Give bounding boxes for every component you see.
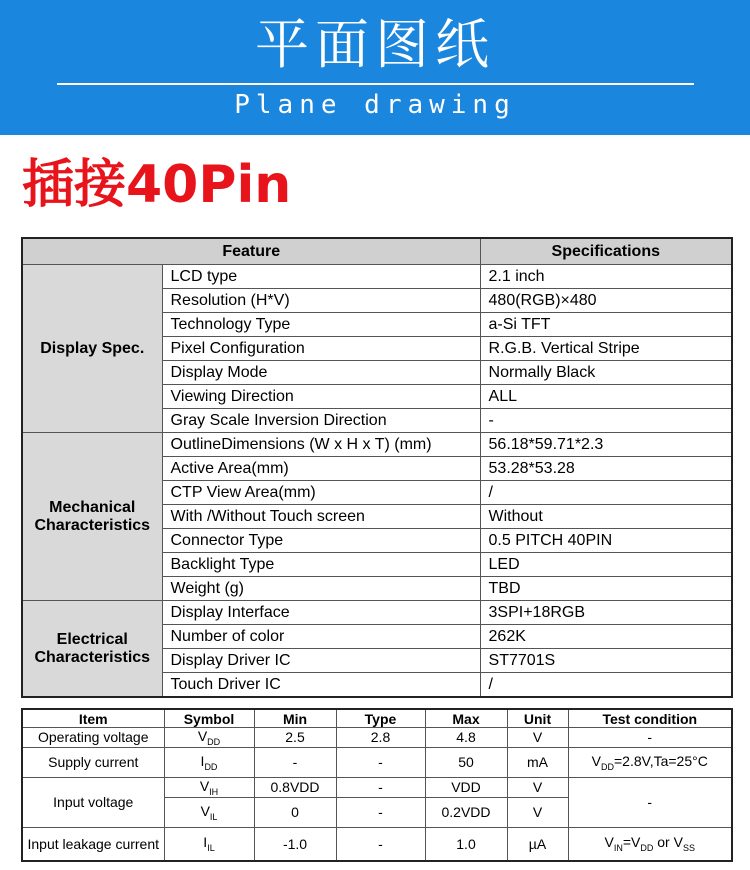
feature-cell: Resolution (H*V) [162,289,480,313]
spec-value-cell: Normally Black [480,361,732,385]
table-row [22,747,732,777]
type-cell: 2.8 [336,728,425,748]
min-cell: 2.5 [254,728,336,748]
unit-cell: mA [507,747,568,777]
symbol-cell: $I_{IL}$ [164,827,254,861]
banner-title: 平面图纸 [255,13,495,76]
min-cell: 0.8VDD [254,777,336,797]
table-row [22,728,732,748]
spec-value-cell: Without [480,505,732,529]
elec-header-row [22,709,732,728]
max-cell: 0.2VDD [425,797,507,827]
feature-cell: CTP View Area(mm) [162,481,480,505]
table-row [22,601,732,625]
feature-cell: Gray Scale Inversion Direction [162,409,480,433]
feature-cell: Active Area(mm) [162,457,480,481]
spec-header-row [22,238,732,265]
spec-table [21,237,733,698]
spec-value-cell: 53.28*53.28 [480,457,732,481]
unit-cell: V [507,777,568,797]
feature-cell: Display Interface [162,601,480,625]
feature-cell: Pixel Configuration [162,337,480,361]
electrical-table [21,708,733,862]
feature-cell: Viewing Direction [162,385,480,409]
spec-value-cell: ALL [480,385,732,409]
min-cell: 0 [254,797,336,827]
item-header: Item [22,709,164,728]
spec-value-cell: - [480,409,732,433]
spec-value-cell: 262K [480,625,732,649]
specifications-header: Specifications [480,238,732,265]
spec-value-cell: TBD [480,577,732,601]
feature-cell: Touch Driver IC [162,673,480,698]
table-row [22,827,732,861]
feature-cell: Technology Type [162,313,480,337]
symbol-cell: $V_{IL}$ [164,797,254,827]
spec-value-cell: 3SPI+18RGB [480,601,732,625]
test-condition-header: Test condition [568,709,732,728]
spec-value-cell: LED [480,553,732,577]
min-cell: - [254,747,336,777]
spec-value-cell: 2.1 inch [480,265,732,289]
type-header: Type [336,709,425,728]
group-label: Mechanical Characteristics [22,433,162,601]
spec-value-cell: 480(RGB)×480 [480,289,732,313]
table-row [22,777,732,797]
banner-divider [57,83,694,85]
spec-value-cell: 0.5 PITCH 40PIN [480,529,732,553]
type-cell: - [336,827,425,861]
max-cell: 50 [425,747,507,777]
headline: 插接40Pin [22,155,292,215]
input-voltage-label: Input voltage [22,777,164,827]
type-cell: - [336,747,425,777]
feature-cell: With /Without Touch screen [162,505,480,529]
table-row [22,265,732,289]
test-cell: $V_{DD}=2.8V,Ta=25^\circ C$ [568,747,732,777]
spec-value-cell: a-Si TFT [480,313,732,337]
feature-cell: Weight (g) [162,577,480,601]
min-cell: -1.0 [254,827,336,861]
input-leakage-label: Input leakage current [22,827,164,861]
spec-value-cell: 56.18*59.71*2.3 [480,433,732,457]
header-banner [0,0,750,135]
unit-cell: µA [507,827,568,861]
test-cell: - [568,728,732,748]
table-row [22,433,732,457]
feature-cell: LCD type [162,265,480,289]
banner-subtitle: Plane drawing [234,90,516,120]
supply-current-label: Supply current [22,747,164,777]
symbol-cell: $V_{DD}$ [164,728,254,748]
feature-cell: Display Driver IC [162,649,480,673]
symbol-header: Symbol [164,709,254,728]
group-label: Display Spec. [22,265,162,433]
group-label: Electrical Characteristics [22,601,162,698]
min-header: Min [254,709,336,728]
unit-header: Unit [507,709,568,728]
max-cell: VDD [425,777,507,797]
test-cell: - [568,777,732,827]
feature-header: Feature [22,238,480,265]
feature-cell: Connector Type [162,529,480,553]
max-cell: 1.0 [425,827,507,861]
feature-cell: Backlight Type [162,553,480,577]
spec-value-cell: ST7701S [480,649,732,673]
spec-value-cell: / [480,481,732,505]
type-cell: - [336,777,425,797]
spec-value-cell: / [480,673,732,698]
feature-cell: Number of color [162,625,480,649]
max-cell: 4.8 [425,728,507,748]
operating-voltage-label: Operating voltage [22,728,164,748]
unit-cell: V [507,728,568,748]
max-header: Max [425,709,507,728]
unit-cell: V [507,797,568,827]
test-cell: $V_{IN}=V_{DD}$ or $V_{SS}$ [568,827,732,861]
symbol-cell: $V_{IH}$ [164,777,254,797]
symbol-cell: $I_{DD}$ [164,747,254,777]
spec-value-cell: R.G.B. Vertical Stripe [480,337,732,361]
type-cell: - [336,797,425,827]
feature-cell: OutlineDimensions (W x H x T) (mm) [162,433,480,457]
feature-cell: Display Mode [162,361,480,385]
